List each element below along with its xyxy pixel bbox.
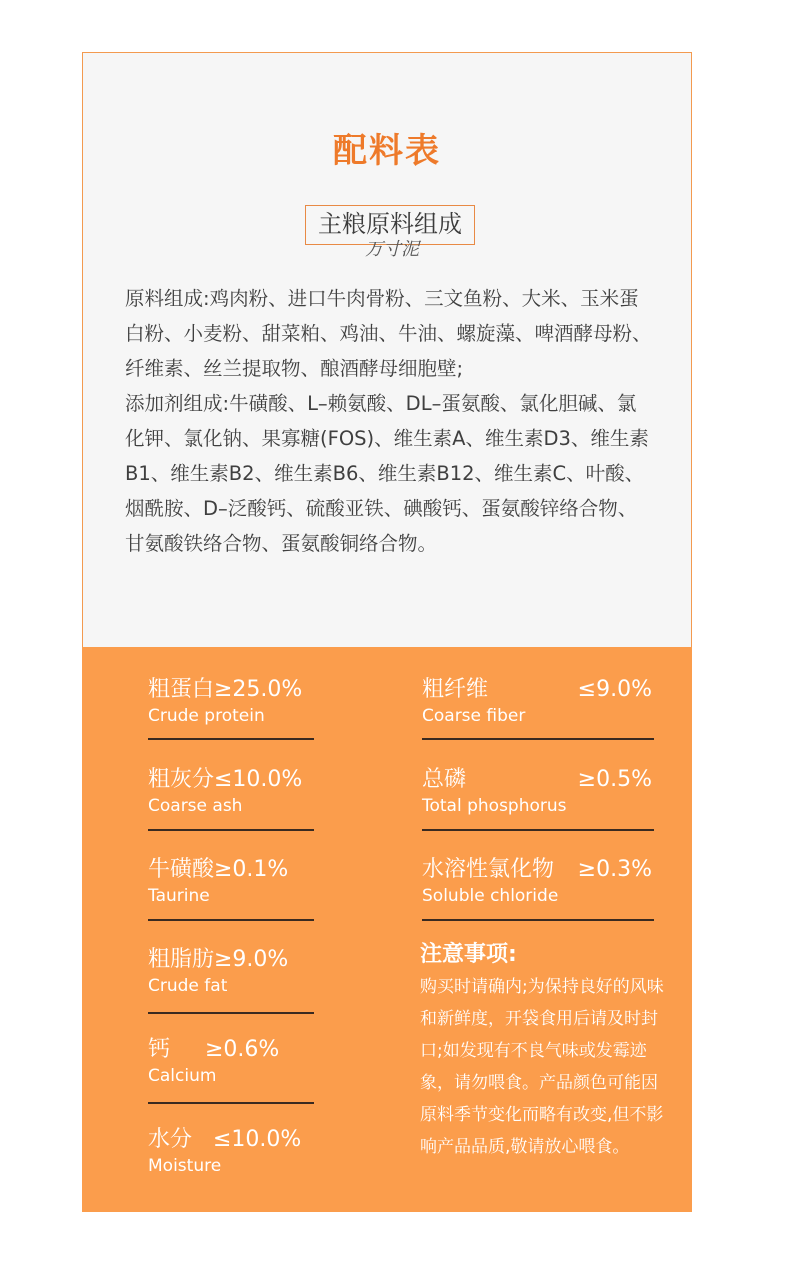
divider <box>148 1102 314 1104</box>
nutrient-calcium: 钙 ≥0.6% Calcium <box>148 1037 280 1086</box>
section-subtitle: 主粮原料组成 <box>305 205 475 245</box>
page-title: 配料表 <box>333 131 441 171</box>
notice-text: 购买时请确内;为保持良好的风味和新鲜度，开袋食用后请及时封口;如发现有不良气味或发霉迹象，请勿喂食。产品颜色可能因原料季节变化而略有改变,但不影响产品品质,敬请放心喂食。 <box>420 977 664 1157</box>
nutrient-soluble-chloride: 水溶性氯化物 ≥0.3% Soluble chloride <box>422 857 652 906</box>
notice-title: 注意事项: <box>420 942 517 967</box>
divider <box>148 829 314 831</box>
nutrient-crude-fat: 粗脂肪≥9.0% Crude fat <box>148 947 289 996</box>
divider <box>148 919 314 921</box>
additive-ingredients: 添加剂组成:牛磺酸、L–赖氨酸、DL–蛋氨酸、氯化胆碱、氯化钾、氯化钠、果寡糖(FOS)、维生素A、维生素D3、维生素B1、维生素B2、维生素B6、维生素B12、维生素C、叶酸、烟酰胺、D–泛酸钙、硫酸亚铁、碘酸钙、蛋氨酸锌络合物、甘氨酸铁络合物、蛋氨酸铜络合物。 <box>125 392 649 555</box>
divider <box>148 738 314 740</box>
divider <box>422 919 654 921</box>
nutrient-total-phosphorus: 总磷 ≥0.5% Total phosphorus <box>422 767 652 816</box>
nutrient-taurine: 牛磺酸≥0.1% Taurine <box>148 857 289 906</box>
nutrient-moisture: 水分 ≤10.0% Moisture <box>148 1127 302 1176</box>
nutrition-panel <box>82 647 692 1212</box>
nutrient-crude-protein: 粗蛋白≥25.0% Crude protein <box>148 677 303 726</box>
divider <box>422 829 654 831</box>
divider <box>148 1012 314 1014</box>
ingredient-panel <box>82 52 692 647</box>
raw-ingredients: 原料组成:鸡肉粉、进口牛肉骨粉、三文鱼粉、大米、玉米蛋白粉、小麦粉、甜菜粕、鸡油、牛油、螺旋藻、啤酒酵母粉、纤维素、丝兰提取物、酿酒酵母细胞壁; <box>125 287 652 380</box>
nutrient-coarse-ash: 粗灰分≤10.0% Coarse ash <box>148 767 303 816</box>
subtitle-watermark: 万寸泥 <box>365 239 419 260</box>
ingredients-text <box>125 281 655 561</box>
divider <box>422 738 654 740</box>
nutrient-coarse-fiber: 粗纤维 ≤9.0% Coarse fiber <box>422 677 652 726</box>
